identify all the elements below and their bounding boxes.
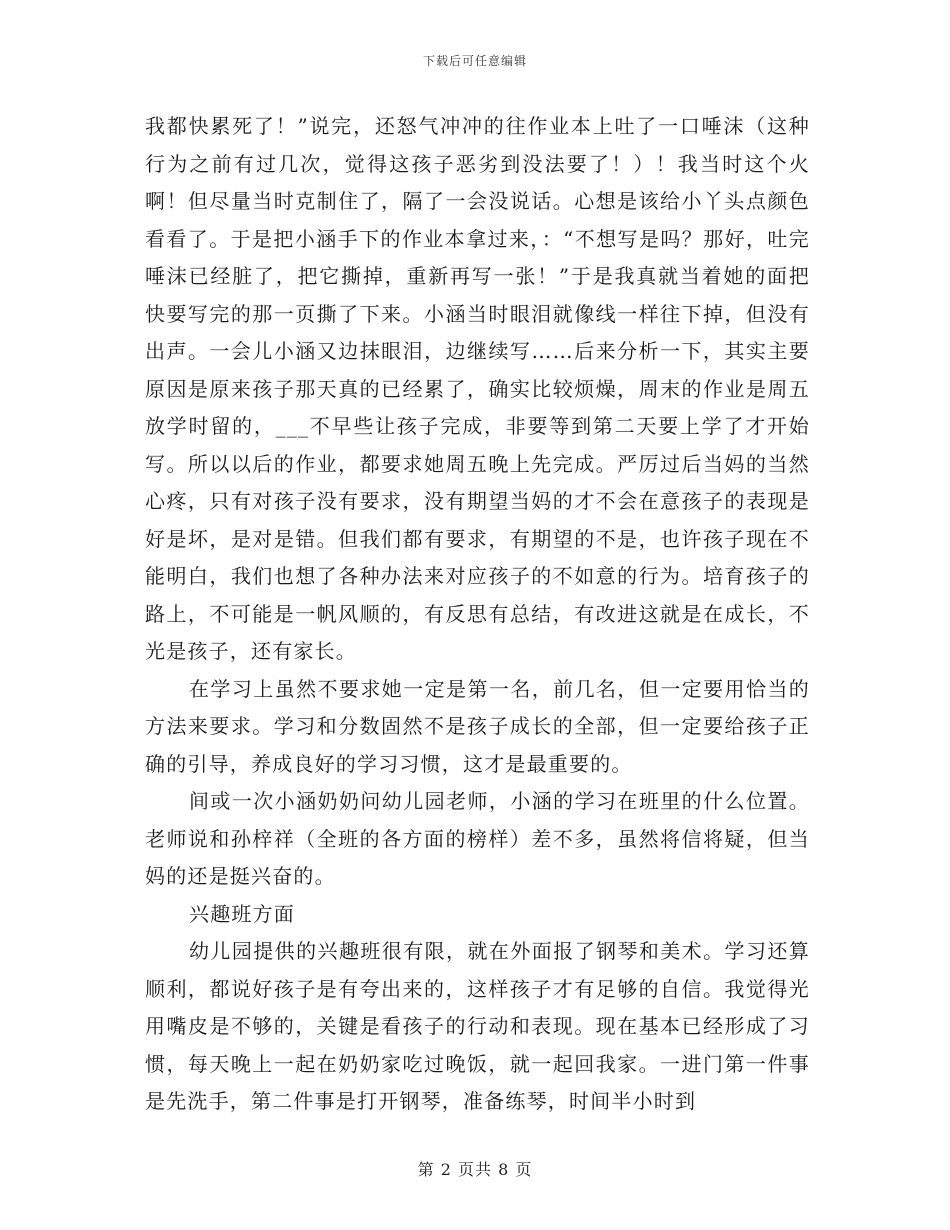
paragraph-2: 在学习上虽然不要求她一定是第一名，前几名，但一定要用恰当的方法来要求。学习和分数固然不是孩子成长的全部，但一定要给孩子正确的引导，养成良好的学习习惯，这才是最重要的。: [145, 676, 810, 776]
page-footer: 第 2 页共 8 页: [417, 1160, 533, 1179]
paragraph-1: 我都快累死了！”说完，还怒气冲冲的往作业本上吐了一口唾沫（这种行为之前有过几次，觉得这孩子恶劣到没法要了！）！我当时这个火啊！但尽量当时克制住了，隔了一会没说话。心想是该给小丫头点颜色看看了。于是把小涵手下的作业本拿过来，：“不想写是吗？那好，吐完唾沫已经脏了，把它撕掉，重新再写一张！”于是我真就当着她的面把快要写完的那一页撕了下来。小涵当时眼泪就像线一样往下掉，但没有出声。一会儿小涵又边抹眼泪，边继续写……后来分析一下，其实主要原因是原来孩子那天真的已经累了，确实比较烦燥，周末的作业是周五放学时留的，___不早些让孩子完成，非要等到第二天要上学了才开始写。所以以后的作业，都要求她周五晚上先完成。严厉过后当妈的当然心疼，只有对孩子没有要求，没有期望当妈的才不会在意孩子的表现是好是坏，是对是错。但我们都有要求，有期望的不是，也许孩子现在不能明白，我们也想了各种办法来对应孩子的不如意的行为。培育孩子的路上，不可能是一帆风顺的，有反思有总结，有改进这就是在成长，不光是孩子，还有家长。: [145, 114, 810, 663]
paragraph-4: 幼儿园提供的兴趣班很有限，就在外面报了钢琴和美术。学习还算顺利，都说好孩子是有夸出来的，这样孩子才有足够的自信。我觉得光用嘴皮是不够的，关键是看孩子的行动和表现。现在基本已经形成了习惯，每天晚上一起在奶奶家吃过晚饭，就一起回我家。一进门第一件事是先洗手，第二件事是打开钢琴，准备练琴，时间半小时到: [145, 939, 810, 1113]
document-body: [145, 108, 810, 1121]
paragraph-3: 间或一次小涵奶奶问幼儿园老师，小涵的学习在班里的什么位置。老师说和孙梓祥（全班的各方面的榜样）差不多，虽然将信将疑，但当妈的还是挺兴奋的。: [145, 789, 810, 888]
section-heading: 兴趣班方面: [189, 901, 295, 926]
page-header: 下载后可任意编辑: [422, 54, 527, 68]
